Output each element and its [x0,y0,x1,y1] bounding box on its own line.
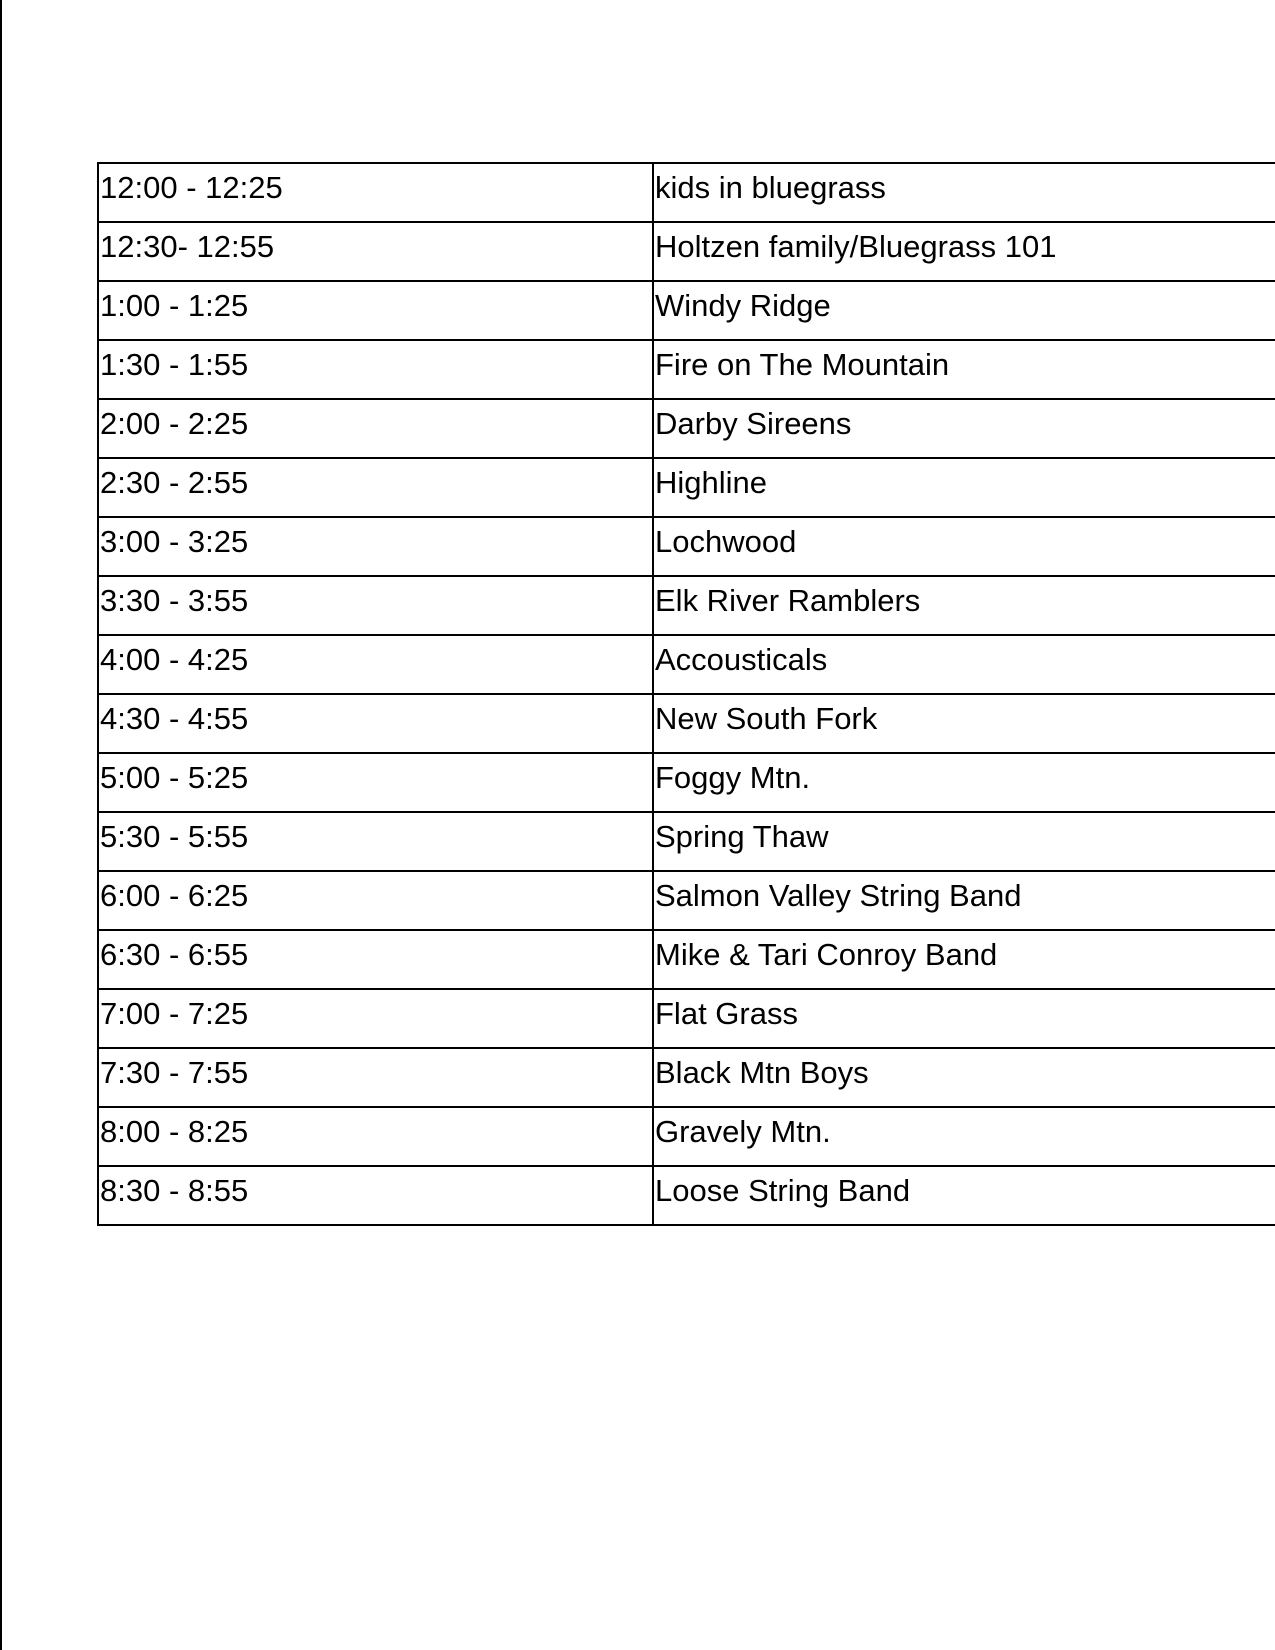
act-text: Black Mtn Boys [655,1055,869,1090]
table-row [98,458,1275,517]
act-cell [653,930,1275,989]
time-text: 7:00 - 7:25 [100,996,249,1031]
time-cell [98,871,653,930]
act-text: New South Fork [655,701,878,736]
act-text: Windy Ridge [655,288,831,323]
act-text: Loose String Band [655,1173,911,1208]
act-cell [653,517,1275,576]
table-row [98,930,1275,989]
time-text: 1:00 - 1:25 [100,288,249,323]
time-cell [98,694,653,753]
table-row [98,576,1275,635]
time-text: 2:30 - 2:55 [100,465,249,500]
table-row [98,1107,1275,1166]
act-text: Elk River Ramblers [655,583,921,618]
table-row [98,635,1275,694]
time-text: 3:00 - 3:25 [100,524,249,559]
time-text: 3:30 - 3:55 [100,583,249,618]
act-cell [653,458,1275,517]
time-cell [98,1107,653,1166]
act-text: kids in bluegrass [655,170,886,205]
act-cell [653,340,1275,399]
act-text: Gravely Mtn. [655,1114,831,1149]
act-text: Flat Grass [655,996,798,1031]
act-text: Spring Thaw [655,819,829,854]
table-row [98,694,1275,753]
time-text: 6:00 - 6:25 [100,878,249,913]
time-text: 12:30- 12:55 [100,229,275,264]
act-text: Darby Sireens [655,406,852,441]
time-text: 8:30 - 8:55 [100,1173,249,1208]
act-cell [653,222,1275,281]
table-row [98,1048,1275,1107]
time-cell [98,222,653,281]
table-row [98,753,1275,812]
table-row [98,989,1275,1048]
time-cell [98,812,653,871]
act-cell [653,1048,1275,1107]
time-text: 5:30 - 5:55 [100,819,249,854]
time-text: 4:30 - 4:55 [100,701,249,736]
act-text: Fire on The Mountain [655,347,950,382]
act-cell [653,812,1275,871]
time-cell [98,576,653,635]
table-row [98,222,1275,281]
act-text: Highline [655,465,768,500]
time-cell [98,281,653,340]
schedule-table [97,162,1275,1226]
act-cell [653,989,1275,1048]
table-row [98,340,1275,399]
table-row [98,163,1275,222]
act-cell [653,281,1275,340]
time-text: 2:00 - 2:25 [100,406,249,441]
time-text: 8:00 - 8:25 [100,1114,249,1149]
time-text: 6:30 - 6:55 [100,937,249,972]
act-cell [653,753,1275,812]
time-cell [98,399,653,458]
act-cell [653,635,1275,694]
act-cell [653,1166,1275,1225]
act-text: Holtzen family/Bluegrass 101 [655,229,1057,264]
time-cell [98,340,653,399]
table-row [98,399,1275,458]
time-cell [98,753,653,812]
act-text: Lochwood [655,524,797,559]
act-text: Foggy Mtn. [655,760,811,795]
page-edge-line [0,0,2,1650]
act-text: Accousticals [655,642,828,677]
table-row [98,517,1275,576]
table-row [98,871,1275,930]
time-text: 4:00 - 4:25 [100,642,249,677]
table-row [98,281,1275,340]
time-text: 12:00 - 12:25 [100,170,283,205]
act-cell [653,694,1275,753]
table-row [98,1166,1275,1225]
act-cell [653,871,1275,930]
act-cell [653,399,1275,458]
time-text: 5:00 - 5:25 [100,760,249,795]
act-cell [653,1107,1275,1166]
time-cell [98,930,653,989]
act-cell [653,163,1275,222]
time-cell [98,1166,653,1225]
time-cell [98,517,653,576]
table-row [98,812,1275,871]
time-text: 1:30 - 1:55 [100,347,249,382]
time-cell [98,1048,653,1107]
time-cell [98,163,653,222]
act-cell [653,576,1275,635]
time-cell [98,989,653,1048]
act-text: Mike & Tari Conroy Band [655,937,998,972]
time-text: 7:30 - 7:55 [100,1055,249,1090]
time-cell [98,635,653,694]
time-cell [98,458,653,517]
act-text: Salmon Valley String Band [655,878,1022,913]
